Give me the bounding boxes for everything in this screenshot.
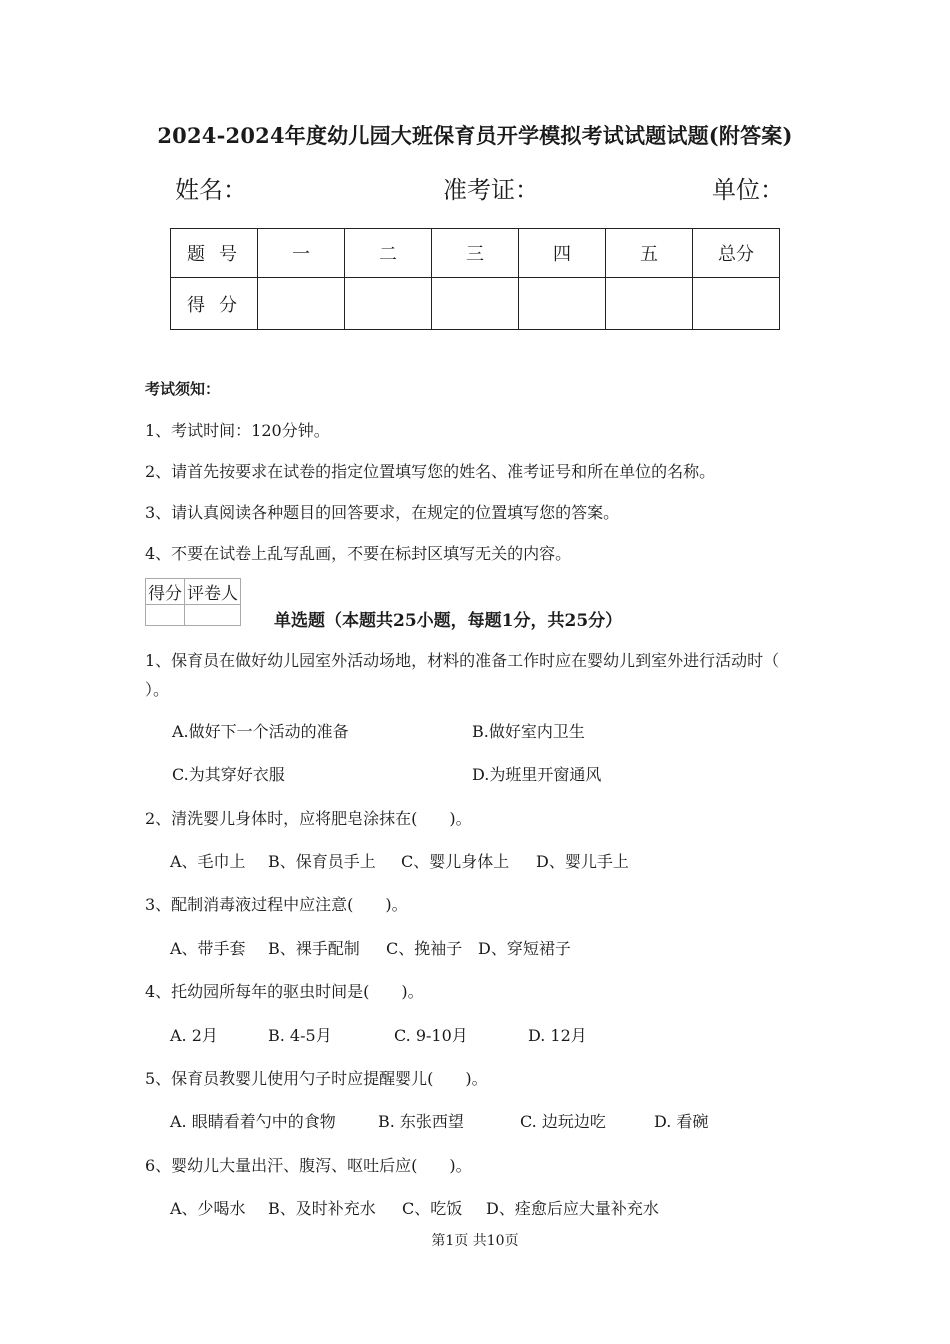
question-option: B、保育员手上 xyxy=(268,852,376,871)
score-cell-total[interactable] xyxy=(693,278,780,330)
notice-item: 3、请认真阅读各种题目的回答要求，在规定的位置填写您的答案。 xyxy=(145,503,620,522)
question-option: D、婴儿手上 xyxy=(536,852,629,871)
section-title: 单选题（本题共25小题，每题1分，共25分） xyxy=(274,611,623,631)
question-option: A. 2月 xyxy=(170,1026,218,1045)
question-option: A.做好下一个活动的准备 xyxy=(172,722,349,741)
question-option: D.为班里开窗通风 xyxy=(472,765,602,784)
question-option: A、毛巾上 xyxy=(170,852,246,871)
grader-box-grader-cell[interactable] xyxy=(185,605,241,626)
score-table-col-1: 一 xyxy=(258,229,345,278)
grader-box-score-cell[interactable] xyxy=(146,605,185,626)
notice-item: 1、考试时间：120分钟。 xyxy=(145,421,330,440)
score-table-score-label: 得分 xyxy=(171,278,258,330)
question-option: B. 东张西望 xyxy=(378,1112,464,1131)
question-stem: 6、婴幼儿大量出汗、腹泻、呕吐后应( )。 xyxy=(145,1156,472,1175)
question-option: B. 4-5月 xyxy=(268,1026,332,1045)
score-table xyxy=(170,228,780,330)
score-table-header-row xyxy=(171,229,780,278)
question-option: B、裸手配制 xyxy=(268,939,360,958)
score-table-score-row xyxy=(171,278,780,330)
page-title: 2024-2024年度幼儿园大班保育员开学模拟考试试题试题(附答案) xyxy=(157,123,793,148)
question-stem-continued: ）。 xyxy=(145,680,170,699)
score-table-col-total: 总分 xyxy=(693,229,780,278)
exam-id-field-label: 准考证： xyxy=(443,176,539,204)
score-cell-4[interactable] xyxy=(519,278,606,330)
score-table-col-2: 二 xyxy=(345,229,432,278)
score-cell-3[interactable] xyxy=(432,278,519,330)
question-option: D、痊愈后应大量补充水 xyxy=(486,1199,659,1218)
score-table-col-5: 五 xyxy=(606,229,693,278)
question-option: C.为其穿好衣服 xyxy=(172,765,285,784)
score-cell-2[interactable] xyxy=(345,278,432,330)
score-cell-1[interactable] xyxy=(258,278,345,330)
notice-heading: 考试须知： xyxy=(145,380,221,398)
notice-item: 2、请首先按要求在试卷的指定位置填写您的姓名、准考证号和所在单位的名称。 xyxy=(145,462,716,481)
question-option: A、带手套 xyxy=(170,939,246,958)
score-table-header-label: 题号 xyxy=(171,229,258,278)
question-stem: 4、托幼园所每年的驱虫时间是( )。 xyxy=(145,982,424,1001)
question-option: C、吃饭 xyxy=(402,1199,463,1218)
question-option: C. 9-10月 xyxy=(394,1026,468,1045)
name-field-label: 姓名： xyxy=(175,176,247,204)
question-option: C. 边玩边吃 xyxy=(520,1112,606,1131)
score-table-col-3: 三 xyxy=(432,229,519,278)
question-option: A. 眼睛看着勺中的食物 xyxy=(170,1112,336,1131)
question-option: C、婴儿身体上 xyxy=(401,852,510,871)
question-option: D、穿短裙子 xyxy=(478,939,571,958)
question-option: B.做好室内卫生 xyxy=(472,722,585,741)
grader-box-grader-label: 评卷人 xyxy=(185,579,241,605)
question-stem: 5、保育员教婴儿使用勺子时应提醒婴儿( )。 xyxy=(145,1069,488,1088)
page-footer: 第1页 共10页 xyxy=(431,1233,519,1249)
grader-box-score-label: 得分 xyxy=(146,579,185,605)
question-stem: 2、清洗婴儿身体时，应将肥皂涂抹在( )。 xyxy=(145,809,472,828)
unit-field-label: 单位： xyxy=(712,176,784,204)
question-option: A、少喝水 xyxy=(170,1199,246,1218)
score-table-col-4: 四 xyxy=(519,229,606,278)
notice-item: 4、不要在试卷上乱写乱画，不要在标封区填写无关的内容。 xyxy=(145,544,572,563)
question-option: D. 看碗 xyxy=(654,1112,709,1131)
question-stem: 1、保育员在做好幼儿园室外活动场地，材料的准备工作时应在婴幼儿到室外进行活动时（ xyxy=(145,651,780,670)
question-option: D. 12月 xyxy=(528,1026,587,1045)
question-option: C、挽袖子 xyxy=(386,939,463,958)
grader-box xyxy=(145,578,241,626)
question-stem: 3、配制消毒液过程中应注意( )。 xyxy=(145,895,408,914)
question-option: B、及时补充水 xyxy=(268,1199,376,1218)
score-cell-5[interactable] xyxy=(606,278,693,330)
